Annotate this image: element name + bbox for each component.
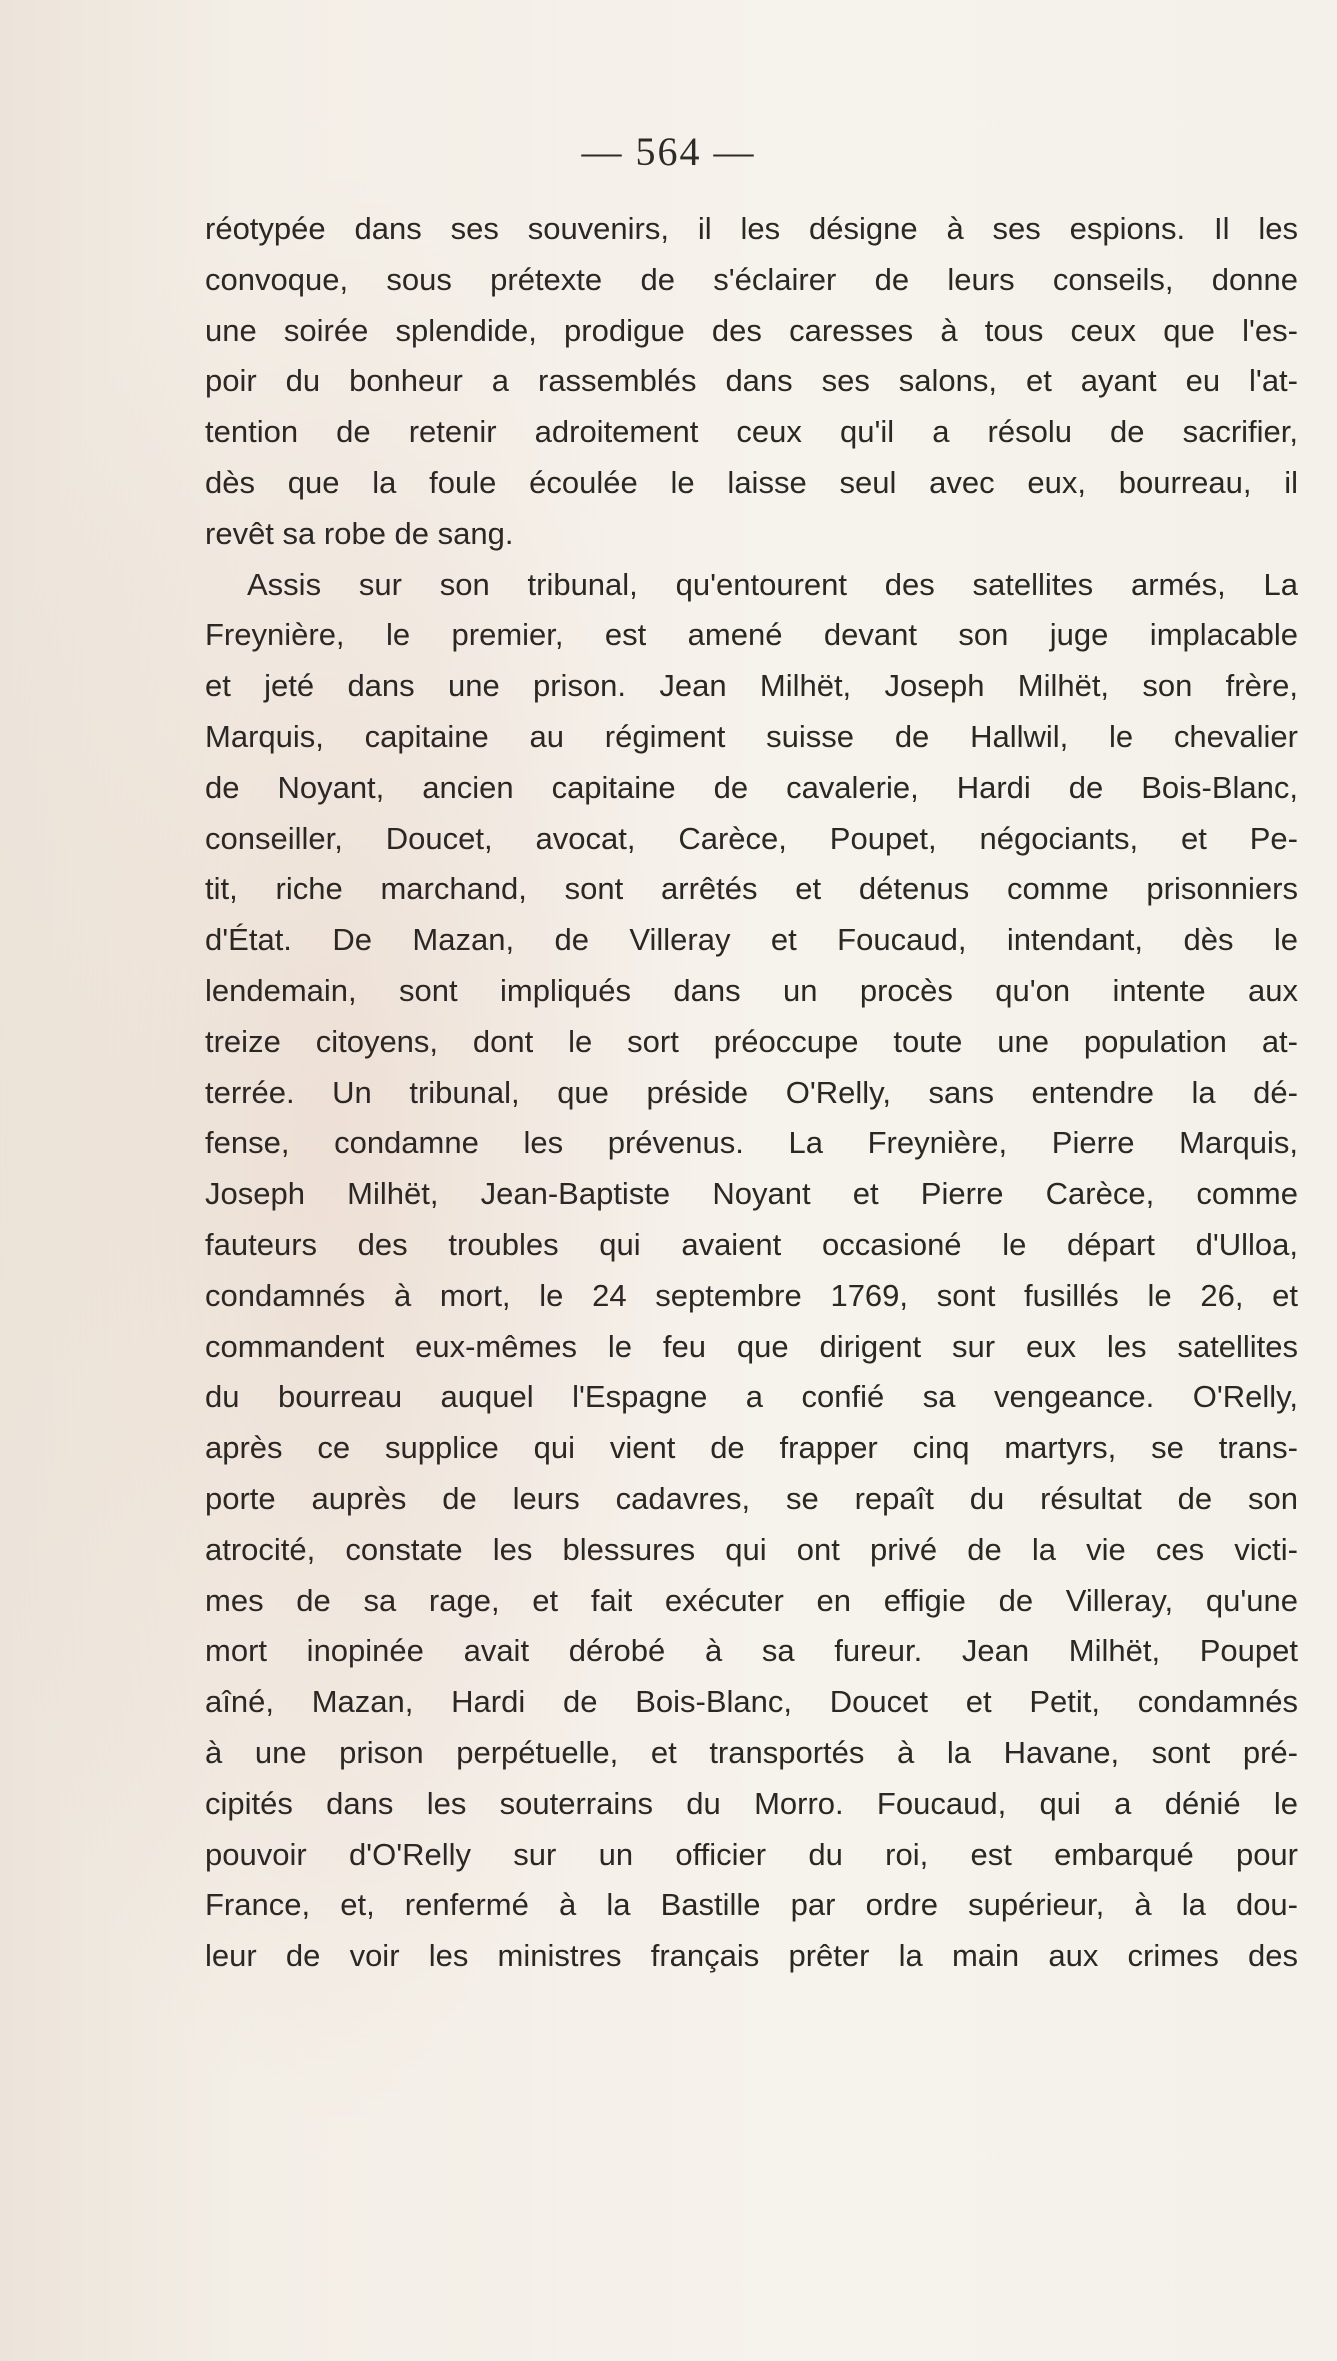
text-line: du bourreau auquel l'Espagne a confié sa vengeance. O'Relly, (205, 1379, 1298, 1415)
text-line: et jeté dans une prison. Jean Milhët, Joseph Milhët, son frère, (205, 668, 1298, 704)
text-line: treize citoyens, dont le sort préoccupe toute une population at- (205, 1023, 1298, 1059)
text-line: terrée. Un tribunal, que préside O'Relly, sans entendre la dé- (205, 1074, 1298, 1110)
text-line: mes de sa rage, et fait exécuter en effigie de Villeray, qu'une (205, 1582, 1298, 1618)
text-line: de Noyant, ancien capitaine de cavalerie, Hardi de Bois-Blanc, (205, 769, 1298, 805)
text-line: après ce supplice qui vient de frapper cinq martyrs, se trans- (205, 1430, 1298, 1466)
text-line: mort inopinée avait dérobé à sa fureur. Jean Milhët, Poupet (205, 1633, 1298, 1669)
text-line: atrocité, constate les blessures qui ont privé de la vie ces victi- (205, 1531, 1298, 1567)
text-line: Marquis, capitaine au régiment suisse de Hallwil, le chevalier (205, 718, 1298, 754)
text-line: porte auprès de leurs cadavres, se repaît du résultat de son (205, 1480, 1298, 1516)
text-line: fauteurs des troubles qui avaient occasioné le départ d'Ulloa, (205, 1226, 1298, 1262)
paragraph-start-line: Assis sur son tribunal, qu'entourent des satellites armés, La (247, 566, 1298, 602)
body-text (205, 204, 1298, 1982)
text-line: dès que la foule écoulée le laisse seul avec eux, bourreau, il (205, 464, 1298, 500)
text-line: fense, condamne les prévenus. La Freynière, Pierre Marquis, (205, 1125, 1298, 1161)
text-line: à une prison perpétuelle, et transportés à la Havane, sont pré- (205, 1734, 1298, 1770)
text-line: condamnés à mort, le 24 septembre 1769, sont fusillés le 26, et (205, 1277, 1298, 1313)
text-line: Joseph Milhët, Jean-Baptiste Noyant et Pierre Carèce, comme (205, 1176, 1298, 1212)
text-line: cipités dans les souterrains du Morro. Foucaud, qui a dénié le (205, 1785, 1298, 1821)
text-line: une soirée splendide, prodigue des caresses à tous ceux que l'es- (205, 312, 1298, 348)
text-line: commandent eux-mêmes le feu que dirigent sur eux les satellites (205, 1328, 1298, 1364)
text-line: convoque, sous prétexte de s'éclairer de leurs conseils, donne (205, 261, 1298, 297)
text-line: leur de voir les ministres français prêter la main aux crimes des (205, 1938, 1298, 1974)
text-line: lendemain, sont impliqués dans un procès qu'on intente aux (205, 972, 1298, 1008)
text-line: réotypée dans ses souvenirs, il les désigne à ses espions. Il les (205, 211, 1298, 246)
text-line: conseiller, Doucet, avocat, Carèce, Poupet, négociants, et Pe- (205, 820, 1298, 856)
text-line: revêt sa robe de sang. (205, 515, 514, 551)
text-line: tention de retenir adroitement ceux qu'il a résolu de sacrifier, (205, 414, 1298, 450)
text-line: France, et, renfermé à la Bastille par ordre supérieur, à la dou- (205, 1887, 1298, 1923)
text-line: aîné, Mazan, Hardi de Bois-Blanc, Doucet et Petit, condamnés (205, 1684, 1298, 1720)
text-line: d'État. De Mazan, de Villeray et Foucaud, intendant, dès le (205, 922, 1298, 958)
text-line: tit, riche marchand, sont arrêtés et détenus comme prisonniers (205, 871, 1298, 907)
text-line: pouvoir d'O'Relly sur un officier du roi, est embarqué pour (205, 1836, 1298, 1872)
text-line: Freynière, le premier, est amené devant son juge implacable (205, 617, 1298, 653)
text-line: poir du bonheur a rassemblés dans ses salons, et ayant eu l'at- (205, 363, 1298, 399)
page-number: — 564 — (581, 129, 756, 174)
